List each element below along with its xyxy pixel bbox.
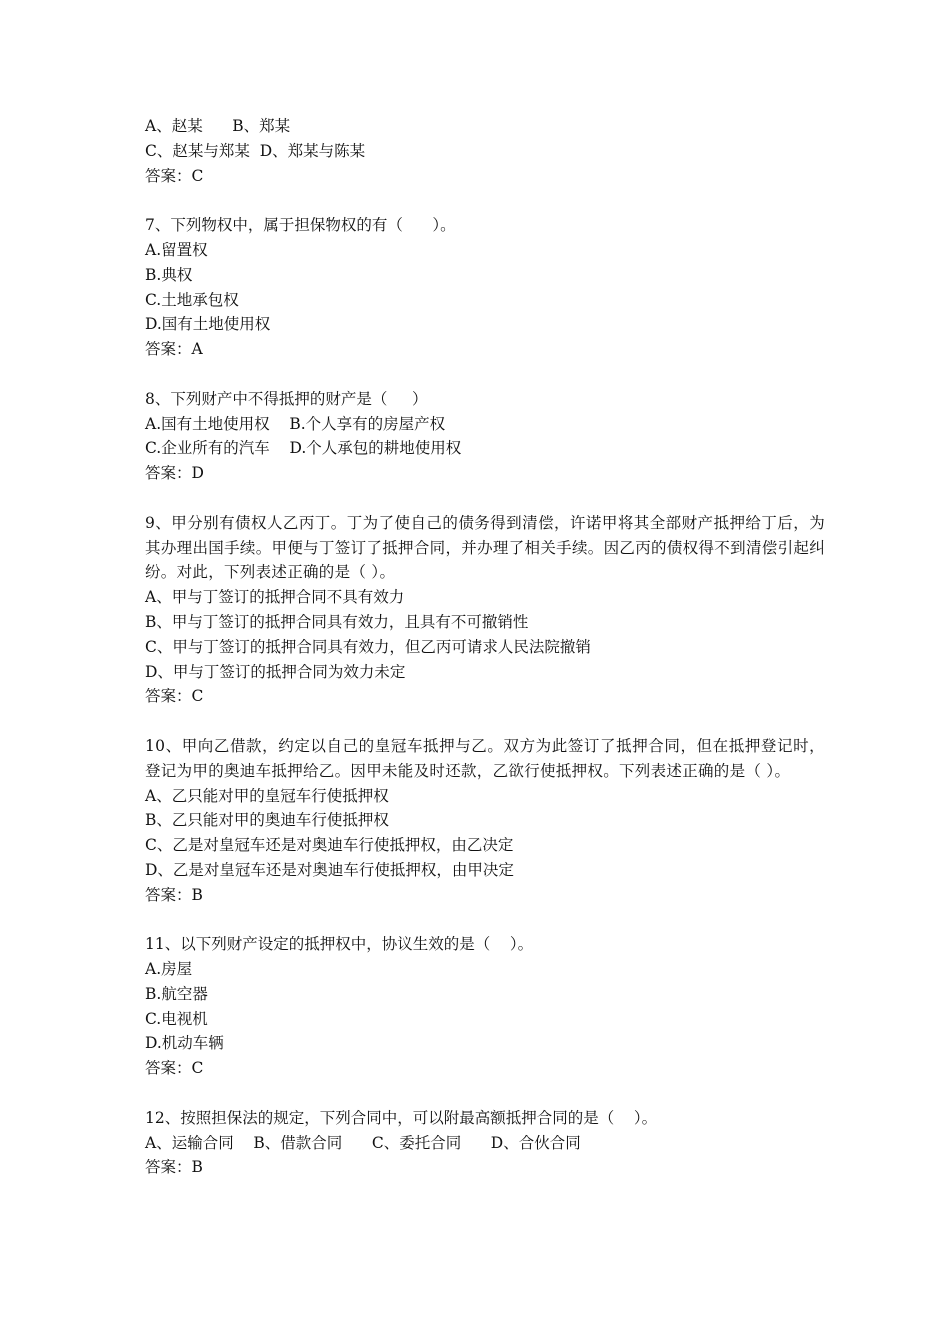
question-9-block xyxy=(145,511,825,709)
option-line: A、运输合同 B、借款合同 C、委托合同 D、合伙合同 xyxy=(145,1133,581,1152)
question-text: 11、以下列财产设定的抵押权中，协议生效的是（ ）。 xyxy=(145,935,534,954)
answer-line: 答案：A xyxy=(145,340,203,359)
question-11-block xyxy=(145,932,825,1081)
option-line: B.航空器 xyxy=(145,984,208,1003)
option-line: A、乙只能对甲的皇冠车行使抵押权 xyxy=(145,786,389,805)
question-10-block xyxy=(145,734,825,908)
question-text: 10、甲向乙借款，约定以自己的皇冠车抵押与乙。双方为此签订了抵押合同，但在抵押登记时，登记为甲的奥迪车抵押给乙。因甲未能及时还款，乙欲行使抵押权。下列表述正确的是（ ）。 xyxy=(145,736,825,780)
answer-line: 答案：C xyxy=(145,1059,204,1078)
question-7-block xyxy=(145,213,825,362)
option-line: C.企业所有的汽车 D.个人承包的耕地使用权 xyxy=(145,439,462,458)
option-line: C、甲与丁签订的抵押合同具有效力，但乙丙可请求人民法院撤销 xyxy=(145,637,591,656)
answer-line: 答案：C xyxy=(145,166,204,185)
option-line: D.国有土地使用权 xyxy=(145,315,271,334)
option-line: A、甲与丁签订的抵押合同不具有效力 xyxy=(145,588,405,607)
question-8-block xyxy=(145,387,825,486)
document-page xyxy=(145,114,825,1205)
option-line: D.机动车辆 xyxy=(145,1034,224,1053)
question-text: 9、甲分别有债权人乙丙丁。丁为了使自己的债务得到清偿，许诺甲将其全部财产抵押给丁后，为其办理出国手续。甲便与丁签订了抵押合同，并办理了相关手续。因乙丙的债权得不到清偿引起纠纷。对此，下列表述正确的是（ ）。 xyxy=(145,513,825,582)
option-line: C、乙是对皇冠车还是对奥迪车行使抵押权，由乙决定 xyxy=(145,836,514,855)
question-text: 8、下列财产中不得抵押的财产是（ ） xyxy=(145,389,428,408)
option-line: B、乙只能对甲的奥迪车行使抵押权 xyxy=(145,811,389,830)
option-line: A.国有土地使用权 B.个人享有的房屋产权 xyxy=(145,414,446,433)
option-line: D、甲与丁签订的抵押合同为效力未定 xyxy=(145,662,406,681)
option-line: A.留置权 xyxy=(145,240,208,259)
option-line: B、甲与丁签订的抵押合同具有效力，且具有不可撤销性 xyxy=(145,612,529,631)
option-line: A、赵某 B、郑某 xyxy=(145,117,291,135)
question-text: 7、下列物权中，属于担保物权的有（ ）。 xyxy=(145,216,456,235)
question-6-block xyxy=(145,114,825,188)
option-line: C、赵某与郑某 D、郑某与陈某 xyxy=(145,141,366,160)
answer-line: 答案：C xyxy=(145,687,204,706)
answer-line: 答案：D xyxy=(145,464,204,483)
option-line: C.电视机 xyxy=(145,1009,208,1028)
answer-line: 答案：B xyxy=(145,885,203,904)
question-12-block xyxy=(145,1106,825,1180)
answer-line: 答案：B xyxy=(145,1158,203,1177)
question-text: 12、按照担保法的规定，下列合同中，可以附最高额抵押合同的是（ ）。 xyxy=(145,1108,658,1127)
option-line: C.土地承包权 xyxy=(145,290,239,309)
option-line: A.房屋 xyxy=(145,960,193,979)
option-line: B.典权 xyxy=(145,265,193,284)
option-line: D、乙是对皇冠车还是对奥迪车行使抵押权，由甲决定 xyxy=(145,860,514,879)
